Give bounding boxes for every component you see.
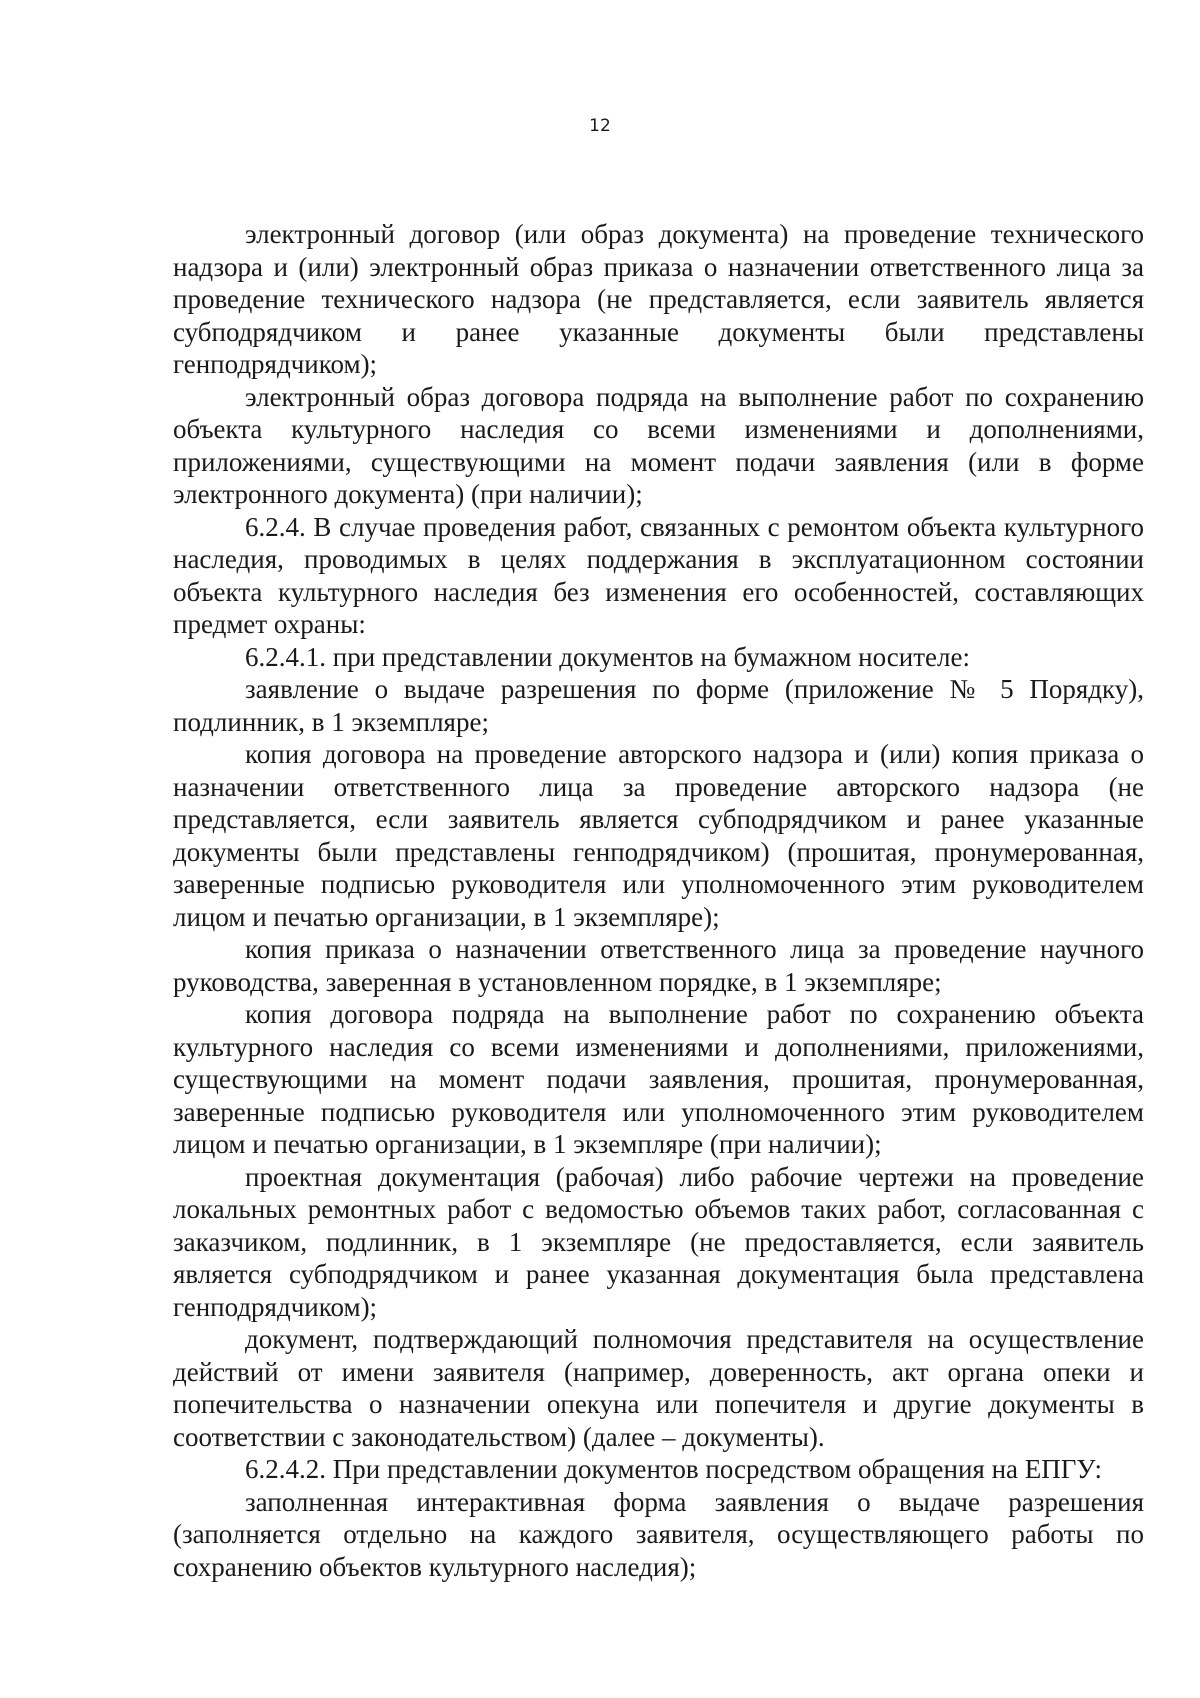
- paragraph-project-documentation: проектная документация (рабочая) либо рабочие чертежи на проведение локальных ремонтных работ с ведомостью объемов таких работ, согласованная с заказчиком, подлинник, в 1 экземпляре (не предоставляется, если заявитель является субподрядчиком и ранее указанная документация была представлена генподрядчиком);: [173, 1161, 1144, 1322]
- paragraph-interactive-form: заполненная интерактивная форма заявления о выдаче разрешения (заполняется отдельно на каждого заявителя, осуществляющего работы по сохранению объектов культурного наследия);: [173, 1486, 1144, 1582]
- paragraph-electronic-contract-works: электронный образ договора подряда на выполнение работ по сохранению объекта культурного наследия со всеми изменениями и дополнениями, приложениями, существующими на момент подачи заявления (или в форме электронного документа) (при наличии);: [173, 381, 1144, 509]
- paragraph-section-6-2-4-2: 6.2.4.2. При представлении документов посредством обращения на ЕПГУ:: [245, 1454, 1102, 1484]
- paragraph-copy-author-supervision: копия договора на проведение авторского надзора и (или) копия приказа о назначении ответственного лица за проведение авторского надзора (не представляется, если заявитель является субподрядчиком и ранее указанные документы были представлены генподрядчиком) (прошитая, пронумерованная, заверенные подписью руководителя или уполномоченного этим руководителем лицом и печатью организации, в 1 экземпляре);: [173, 739, 1144, 932]
- paragraph-copy-contract-works: копия договора подряда на выполнение работ по сохранению объекта культурного наследия со всеми изменениями и дополнениями, приложениями, существующими на момент подачи заявления, прошитая, пронумерованная, заверенные подписью руководителя или уполномоченного этим руководителем лицом и печатью организации, в 1 экземпляре (при наличии);: [173, 999, 1144, 1159]
- document-body: [173, 218, 1144, 1583]
- paragraph-copy-scientific-guidance-order: копия приказа о назначении ответственного лица за проведение научного руководства, заверенная в установленном порядке, в 1 экземпляре;: [173, 934, 1144, 997]
- paragraph-electronic-contract-technical-supervision: электронный договор (или образ документа) на проведение технического надзора и (или) электронный образ приказа о назначении ответственного лица за проведение технического надзора (не представляется, если заявитель является субподрядчиком и ранее указанные документы были представлены генподрядчиком);: [173, 219, 1144, 379]
- paragraph-section-6-2-4: 6.2.4. В случае проведения работ, связанных с ремонтом объекта культурного наследия, проводимых в целях поддержания в эксплуатационном состоянии объекта культурного наследия без изменения его особенностей, составляющих предмет охраны:: [173, 511, 1144, 639]
- paragraph-section-6-2-4-1: 6.2.4.1. при представлении документов на бумажном носителе:: [245, 641, 970, 672]
- paragraph-representative-authority: документ, подтверждающий полномочия представителя на осуществление действий от имени заявителя (например, доверенность, акт органа опеки и попечительства о назначении опекуна или попечителя и другие документы в соответствии с законодательством) (далее – документы).: [173, 1324, 1144, 1452]
- paragraph-application-form: заявление о выдаче разрешения по форме (приложение № 5 Порядку), подлинник, в 1 экземпляре;: [173, 674, 1144, 737]
- page-number: 12: [589, 116, 611, 136]
